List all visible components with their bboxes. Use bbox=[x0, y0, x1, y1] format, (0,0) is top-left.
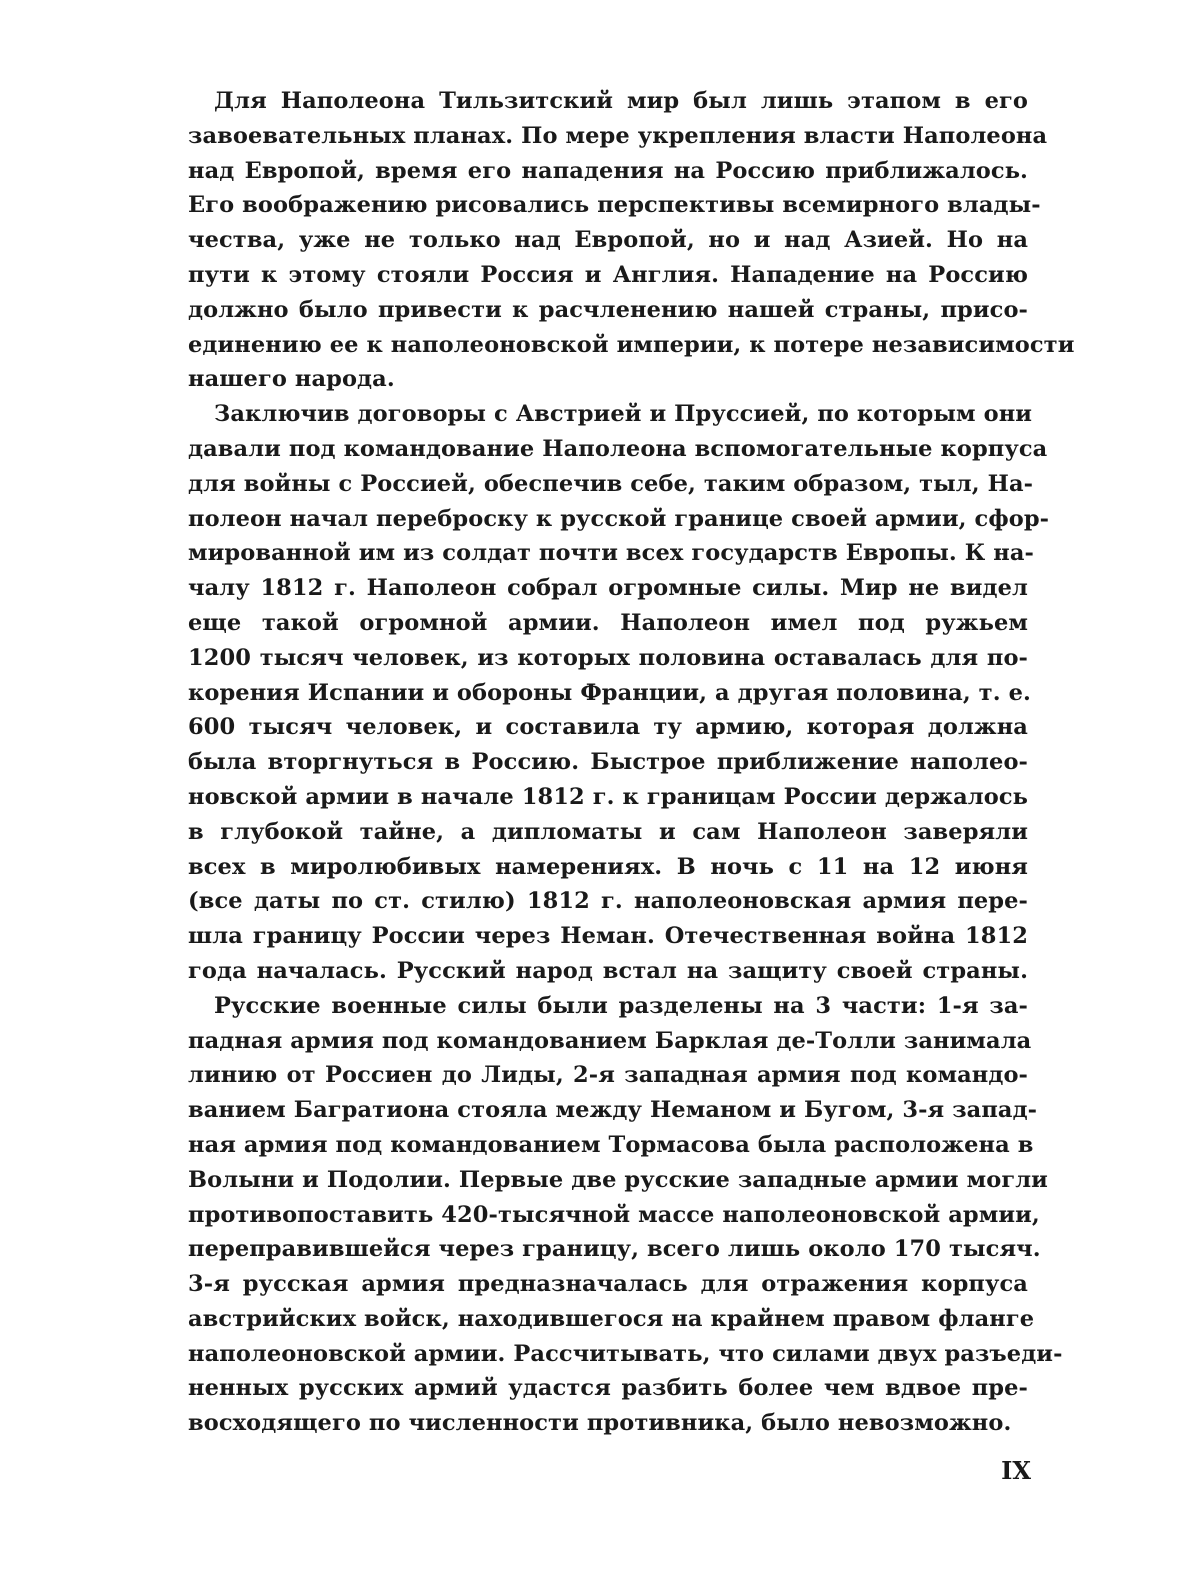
text-line: завоевательных планах. По мере укрепления власти Наполеона bbox=[188, 122, 1048, 149]
text-line: ненных русских армий удастся разбить более чем вдвое пре- bbox=[188, 1375, 1028, 1402]
text-line: пути к этому стояли Россия и Англия. Нападение на Россию bbox=[188, 261, 1028, 288]
text-line: шла границу России через Неман. Отечественная война 1812 bbox=[188, 923, 1028, 950]
text-line: Заключив договоры с Австрией и Пруссией, по которым они bbox=[214, 401, 1033, 428]
text-line: для войны с Россией, обеспечив себе, таким образом, тыл, На- bbox=[188, 470, 1034, 497]
text-line: еще такой огромной армии. Наполеон имел под ружьем bbox=[188, 609, 1028, 636]
text-line: 3-я русская армия предназначалась для отражения корпуса bbox=[188, 1271, 1028, 1298]
text-line: чалу 1812 г. Наполеон собрал огромные силы. Мир не видел bbox=[188, 575, 1028, 602]
paragraph-2 bbox=[188, 397, 1050, 989]
text-line: линию от Россиен до Лиды, 2-я западная армия под командо- bbox=[188, 1062, 1028, 1089]
text-line: единению ее к наполеоновской империи, к потере независимости bbox=[188, 331, 1075, 358]
text-line: 600 тысяч человек, и составила ту армию, которая должна bbox=[188, 714, 1028, 741]
text-line: должно было привести к расчленению нашей страны, присо- bbox=[188, 296, 1028, 323]
page-number: IX bbox=[1001, 1456, 1031, 1485]
text-line: Для Наполеона Тильзитский мир был лишь этапом в его bbox=[214, 88, 1028, 114]
text-line: новской армии в начале 1812 г. к границам России держалось bbox=[188, 783, 1028, 810]
text-line: переправившейся через границу, всего лишь около 170 тысяч. bbox=[188, 1236, 1041, 1263]
text-line: была вторгнуться в Россию. Быстрое приближение наполео- bbox=[188, 749, 1028, 776]
text-line: мированной им из солдат почти всех государств Европы. К на- bbox=[188, 540, 1034, 567]
text-line: корения Испании и обороны Франции, а другая половина, т. е. bbox=[188, 679, 1031, 706]
text-line: полеон начал переброску к русской границе своей армии, сфор- bbox=[188, 505, 1050, 532]
text-line: наполеоновской армии. Рассчитывать, что силами двух разъеди- bbox=[188, 1340, 1063, 1367]
text-line: Его воображению рисовались перспективы всемирного влады- bbox=[188, 192, 1041, 219]
text-line: австрийских войск, находившегося на крайнем правом фланге bbox=[188, 1305, 1035, 1332]
text-line: восходящего по численности противника, было невозможно. bbox=[188, 1410, 1012, 1437]
text-line: падная армия под командованием Барклая де-Толли занимала bbox=[188, 1027, 1032, 1054]
paragraph-3 bbox=[188, 989, 1063, 1441]
text-line: противопоставить 420-тысячной массе наполеоновской армии, bbox=[188, 1201, 1040, 1228]
text-line: ная армия под командованием Тормасова была расположена в bbox=[188, 1131, 1034, 1158]
text-line: нашего народа. bbox=[188, 366, 395, 393]
body-text bbox=[188, 84, 1075, 1441]
text-line: над Европой, время его нападения на Россию приближалось. bbox=[188, 157, 1028, 184]
text-line: (все даты по ст. стилю) 1812 г. наполеоновская армия пере- bbox=[188, 888, 1028, 915]
paragraph-1 bbox=[188, 84, 1075, 397]
text-line: чества, уже не только над Европой, но и над Азией. Но на bbox=[188, 227, 1028, 254]
text-line: 1200 тысяч человек, из которых половина оставалась для по- bbox=[188, 644, 1028, 671]
text-line: Волыни и Подолии. Первые две русские западные армии могли bbox=[188, 1166, 1048, 1193]
text-line: Русские военные силы были разделены на 3 части: 1-я за- bbox=[214, 992, 1028, 1019]
text-line: в глубокой тайне, а дипломаты и сам Наполеон заверяли bbox=[188, 818, 1028, 845]
text-line: года началась. Русский народ встал на защиту своей страны. bbox=[188, 957, 1028, 984]
text-line: всех в миролюбивых намерениях. В ночь с 11 на 12 июня bbox=[188, 853, 1028, 880]
text-line: давали под командование Наполеона вспомогательные корпуса bbox=[188, 435, 1048, 462]
text-line: ванием Багратиона стояла между Неманом и Бугом, 3-я запад- bbox=[188, 1097, 1038, 1124]
